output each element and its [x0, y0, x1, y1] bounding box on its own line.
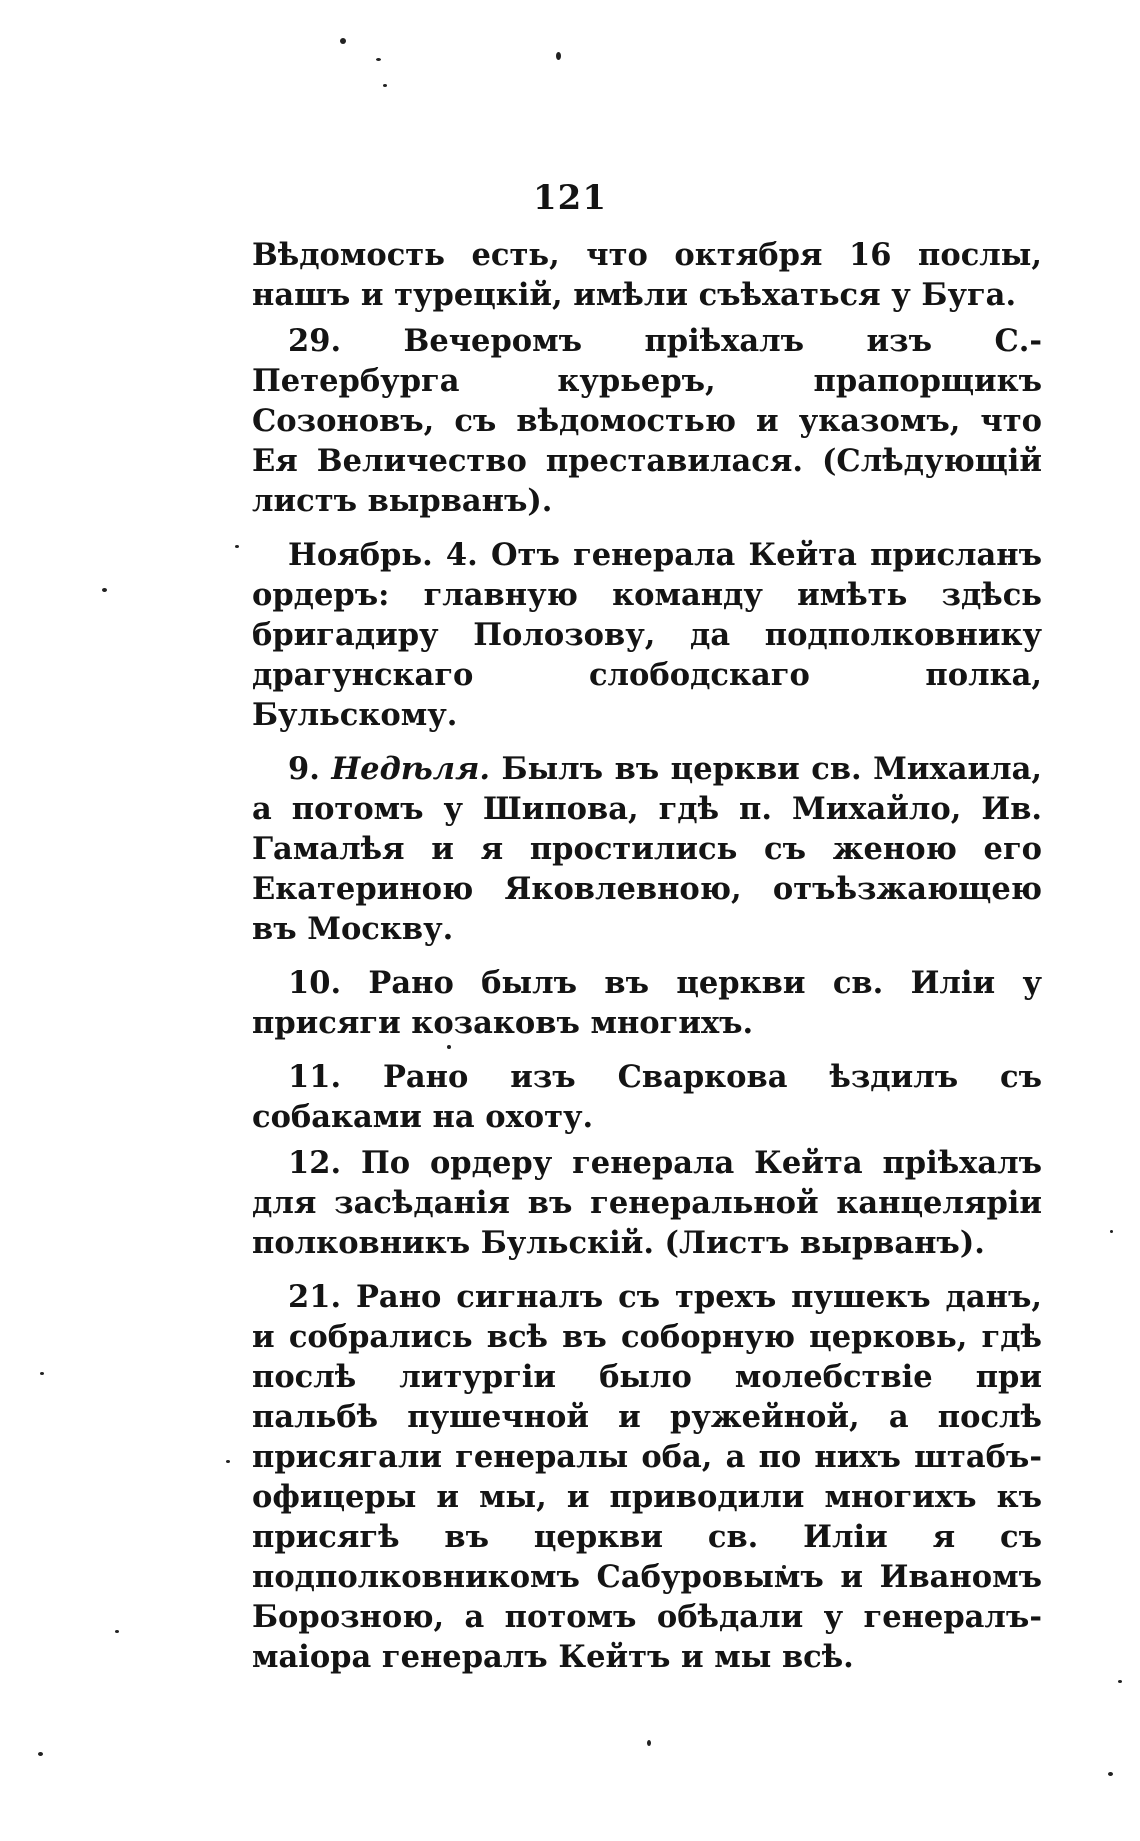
scan-speck — [383, 84, 387, 87]
sunday-label: Недѣля. — [331, 751, 491, 787]
scan-speck — [376, 58, 381, 61]
paragraph: 11. Рано изъ Сваркова ѣздилъ съ собаками на охоту. — [252, 1059, 1042, 1135]
scan-speck — [226, 1460, 230, 1463]
scan-speck — [102, 588, 107, 592]
scan-speck — [340, 38, 346, 44]
paragraph: 21. Рано сигналъ съ трехъ пушекъ данъ, и собрались всѣ въ соборную церковь, гдѣ послѣ литургіи было молебствіе при пальбѣ пушечной и ружейной, а послѣ присягали генералы оба, а по нихъ штабъ-офицеры и мы, и приводили многихъ къ присягѣ въ церкви св. Иліи я съ подполковникомъ Сабуровымъ и Иваномъ Борозною, а потомъ обѣдали у генералъ-маіора генералъ Кейтъ и мы всѣ. — [252, 1279, 1042, 1675]
paragraph: 12. По ордеру генерала Кейта пріѣхалъ для засѣданія въ генеральной канцеляріи полковникъ Бульскій. (Листъ вырванъ). — [252, 1145, 1042, 1261]
scan-speck — [556, 52, 561, 60]
paragraph: Ноябрь. 4. Отъ генерала Кейта присланъ ордеръ: главную команду имѣть здѣсь бригадиру Полозову, да подполковнику драгунскаго слободскаго полка, Бульскому. — [252, 537, 1042, 733]
page-number: 121 — [533, 178, 607, 218]
scan-speck — [235, 545, 239, 548]
paragraph: Вѣдомость есть, что октября 16 послы, нашъ и турецкій, имѣли съѣхаться у Буга. — [252, 237, 1042, 313]
scan-speck — [1108, 1772, 1113, 1776]
scan-speck — [1110, 1230, 1113, 1233]
entry-number: 9. — [288, 751, 332, 787]
scan-speck — [115, 1630, 119, 1633]
scan-speck — [647, 1740, 651, 1746]
paragraph: 29. Вечеромъ пріѣхалъ изъ С.-Петербурга курьеръ, прапорщикъ Созоновъ, съ вѣдомостью и указомъ, что Ея Величество преставилася. (Слѣдующій листъ вырванъ). — [252, 323, 1042, 519]
body-text — [252, 235, 1042, 1677]
scan-speck — [40, 1372, 44, 1375]
paragraph: 10. Рано былъ въ церкви св. Иліи у присяги козаковъ многихъ. — [252, 965, 1042, 1041]
scan-speck — [38, 1752, 43, 1756]
paragraph — [252, 749, 1042, 949]
entry-text: Былъ въ церкви св. Михаила, а потомъ у Шипова, гдѣ п. Михайло, Ив. Гамалѣя и я простились съ женою его Екатериною Яковлевною, отъѣзжающею въ Москву. — [252, 751, 1042, 947]
scan-speck — [1118, 1680, 1122, 1683]
